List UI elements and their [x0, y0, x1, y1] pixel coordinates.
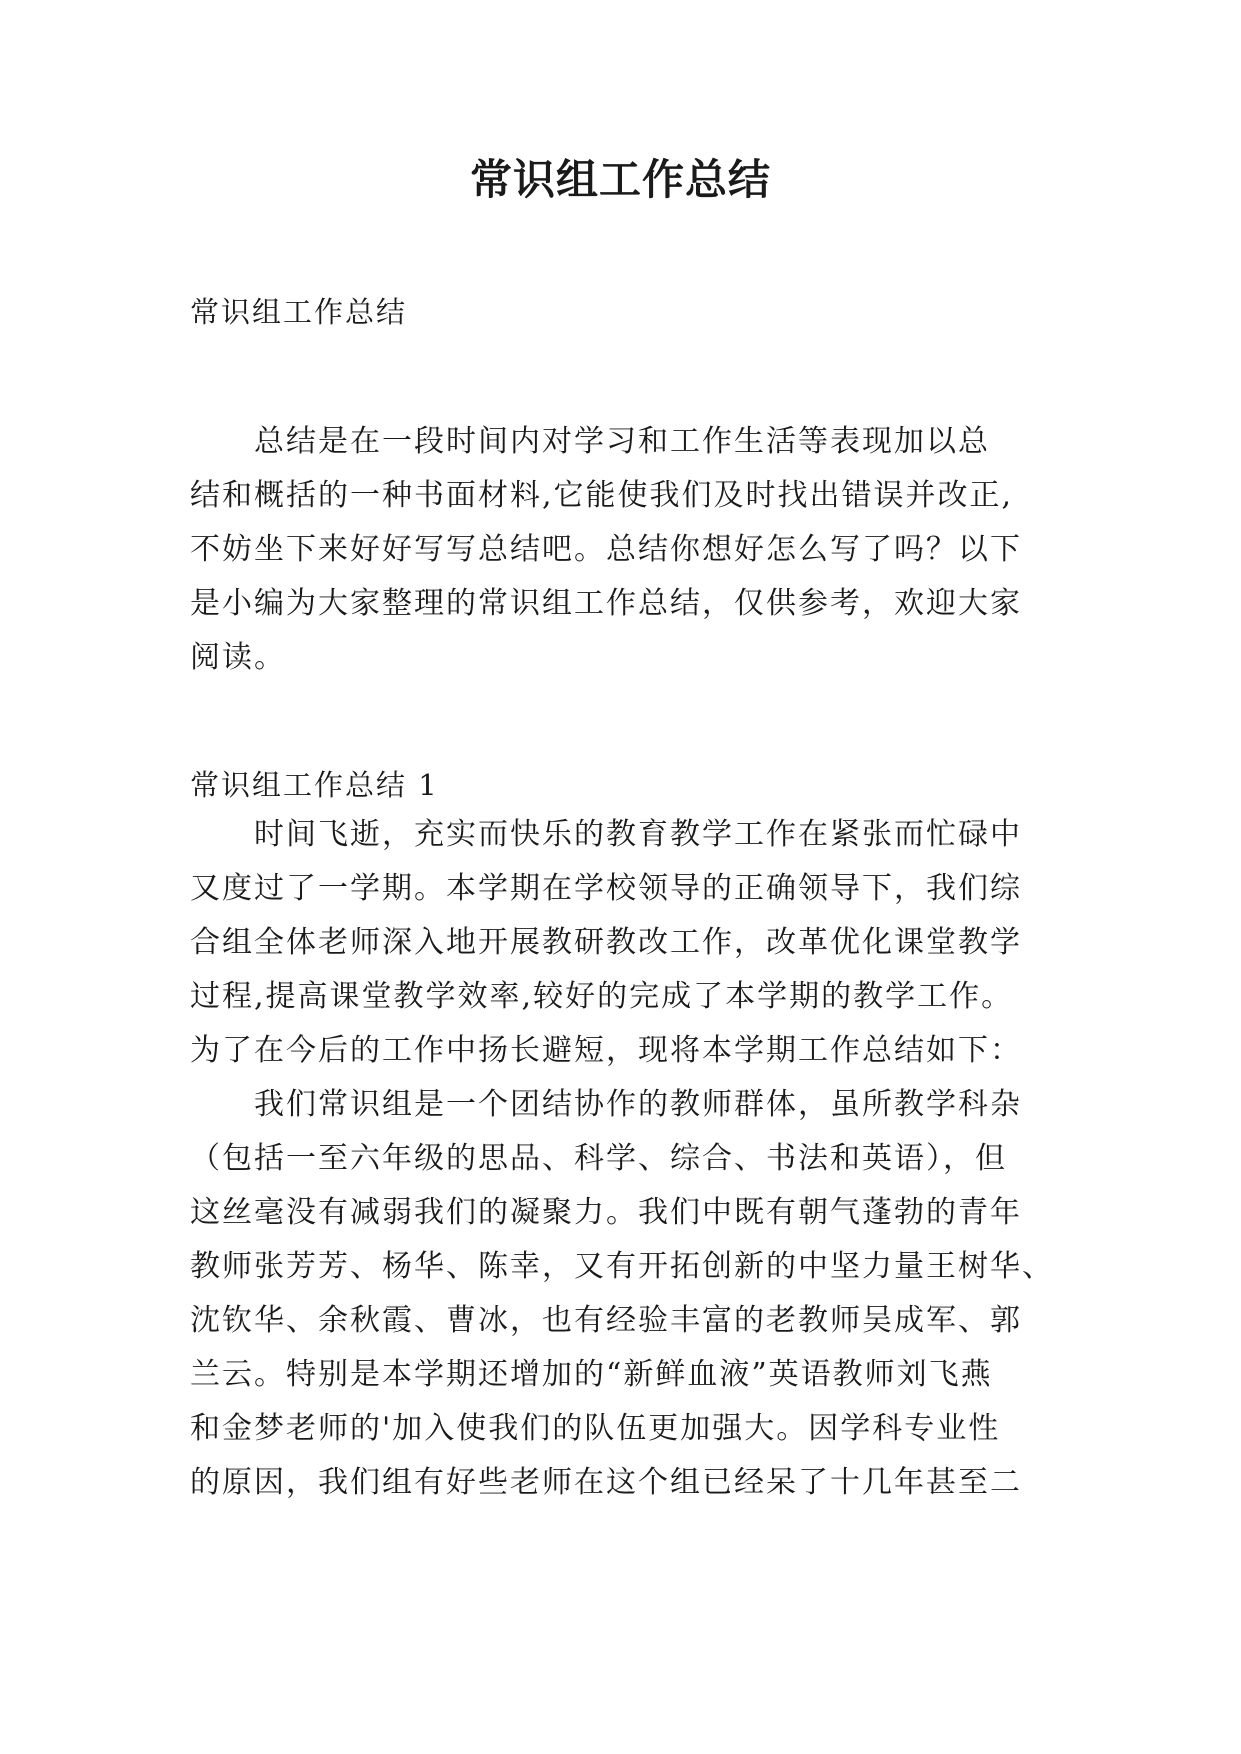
paragraph-line: 沈钦华、余秋霞、曹冰，也有经验丰富的老教师吴成军、郭: [190, 1303, 1022, 1338]
document-subtitle: 常识组工作总结: [190, 295, 408, 329]
paragraph-line: 为了在今后的工作中扬长避短，现将本学期工作总结如下：: [190, 1033, 1022, 1068]
paragraph-line: 时间飞逝，充实而快乐的教育教学工作在紧张而忙碌中: [254, 817, 1022, 852]
intro-line: 总结是在一段时间内对学习和工作生活等表现加以总: [254, 424, 990, 459]
section-paragraph-2: [190, 1078, 1052, 1510]
paragraph-line: （包括一至六年级的思品、科学、综合、书法和英语），但: [190, 1141, 1007, 1176]
paragraph-line: 的原因，我们组有好些老师在这个组已经呆了十几年甚至二: [190, 1465, 1022, 1500]
paragraph-line: 这丝毫没有减弱我们的凝聚力。我们中既有朝气蓬勃的青年: [190, 1195, 1022, 1230]
intro-line: 不妨坐下来好好写写总结吧。总结你想好怎么写了吗？以下: [190, 532, 1022, 567]
intro-paragraph: [190, 415, 1052, 685]
paragraph-line: 兰云。特别是本学期还增加的“新鲜血液”英语教师刘飞燕: [190, 1357, 993, 1392]
intro-line: 是小编为大家整理的常识组工作总结，仅供参考，欢迎大家: [190, 586, 1022, 621]
paragraph-line: 又度过了一学期。本学期在学校领导的正确领导下，我们综: [190, 871, 1022, 906]
document-title: 常识组工作总结: [469, 155, 771, 204]
paragraph-line: 和金梦老师的'加入使我们的队伍更加强大。因学科专业性: [190, 1411, 1001, 1446]
paragraph-line: 教师张芳芳、杨华、陈幸，又有开拓创新的中坚力量王树华、: [190, 1249, 1054, 1284]
paragraph-line: 过程,提高课堂教学效率,较好的完成了本学期的教学工作。: [190, 979, 1014, 1014]
paragraph-line: 合组全体老师深入地开展教研教改工作，改革优化课堂教学: [190, 925, 1022, 960]
intro-line: 结和概括的一种书面材料,它能使我们及时找出错误并改正,: [190, 478, 1014, 513]
section-heading: 常识组工作总结 1: [190, 768, 439, 802]
section-paragraph-1: [190, 808, 1052, 1078]
intro-line: 阅读。: [190, 640, 286, 675]
paragraph-line: 我们常识组是一个团结协作的教师群体，虽所教学科杂: [254, 1087, 1022, 1122]
